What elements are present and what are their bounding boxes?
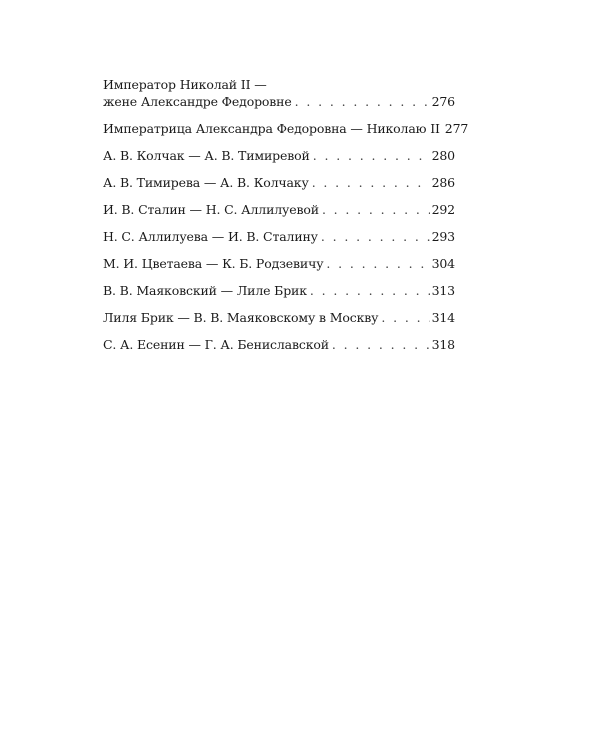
- toc-entry-title: Н. С. Аллилуева — И. В. Сталину: [103, 229, 318, 244]
- dot-leader: [312, 174, 430, 191]
- toc-entry-title: С. А. Есенин — Г. А. Бениславской: [103, 337, 329, 352]
- dot-leader: [322, 201, 430, 218]
- toc-entry-line: [103, 228, 455, 245]
- dot-leader: [313, 147, 430, 164]
- toc-entry-page-number: 318: [431, 337, 455, 352]
- toc-entry: [103, 147, 455, 164]
- toc-entry-title: М. И. Цветаева — К. Б. Родзевичу: [103, 256, 324, 271]
- toc-entry-line: [103, 174, 455, 191]
- toc-entry: [103, 76, 455, 110]
- toc-entry-page-number: 293: [431, 229, 455, 244]
- toc-entry: [103, 336, 455, 353]
- toc-entry: [103, 228, 455, 245]
- toc-entry-title: А. В. Тимирева — А. В. Колчаку: [103, 175, 309, 190]
- toc-entry-line: [103, 93, 455, 110]
- toc-entry-line: [103, 309, 455, 326]
- toc-entry: [103, 309, 455, 326]
- toc-entry-page-number: 276: [431, 94, 455, 109]
- dot-leader: [295, 93, 430, 110]
- toc-entry: [103, 201, 455, 218]
- toc-entry-line: [103, 120, 469, 137]
- dot-leader: [381, 309, 429, 326]
- toc-entry: [103, 255, 455, 272]
- table-of-contents: [103, 76, 469, 363]
- toc-entry-title: Императрица Александра Федоровна — Николаю II: [103, 121, 440, 136]
- toc-entry-title: А. В. Колчак — А. В. Тимиревой: [103, 148, 310, 163]
- toc-entry-title: В. В. Маяковский — Лиле Брик: [103, 283, 307, 298]
- dot-leader: [332, 336, 430, 353]
- toc-entry: [103, 174, 455, 191]
- toc-entry-page-number: 280: [431, 148, 455, 163]
- toc-entry-line: [103, 147, 455, 164]
- toc-entry-title: жене Александре Федоровне: [103, 94, 292, 109]
- dot-leader: [321, 228, 430, 245]
- toc-entry-title: И. В. Сталин — Н. С. Аллилуевой: [103, 202, 319, 217]
- toc-entry-page-number: 292: [431, 202, 455, 217]
- toc-entry-page-number: 277: [444, 121, 469, 136]
- toc-entry-title: Лиля Брик — В. В. Маяковскому в Москву: [103, 310, 379, 325]
- toc-entry-line: [103, 255, 455, 272]
- toc-entry-line: [103, 282, 455, 299]
- toc-entry-line: [103, 336, 455, 353]
- toc-entry-page-number: 313: [431, 283, 455, 298]
- toc-entry: [103, 120, 469, 137]
- toc-entry-page-number: 286: [431, 175, 455, 190]
- toc-entry-title-line-1: Император Николай II —: [103, 77, 267, 92]
- dot-leader: [310, 282, 430, 299]
- dot-leader: [326, 255, 429, 272]
- toc-entry-line: [103, 201, 455, 218]
- toc-entry-page-number: 304: [431, 256, 455, 271]
- toc-entry: [103, 282, 455, 299]
- toc-entry-page-number: 314: [431, 310, 455, 325]
